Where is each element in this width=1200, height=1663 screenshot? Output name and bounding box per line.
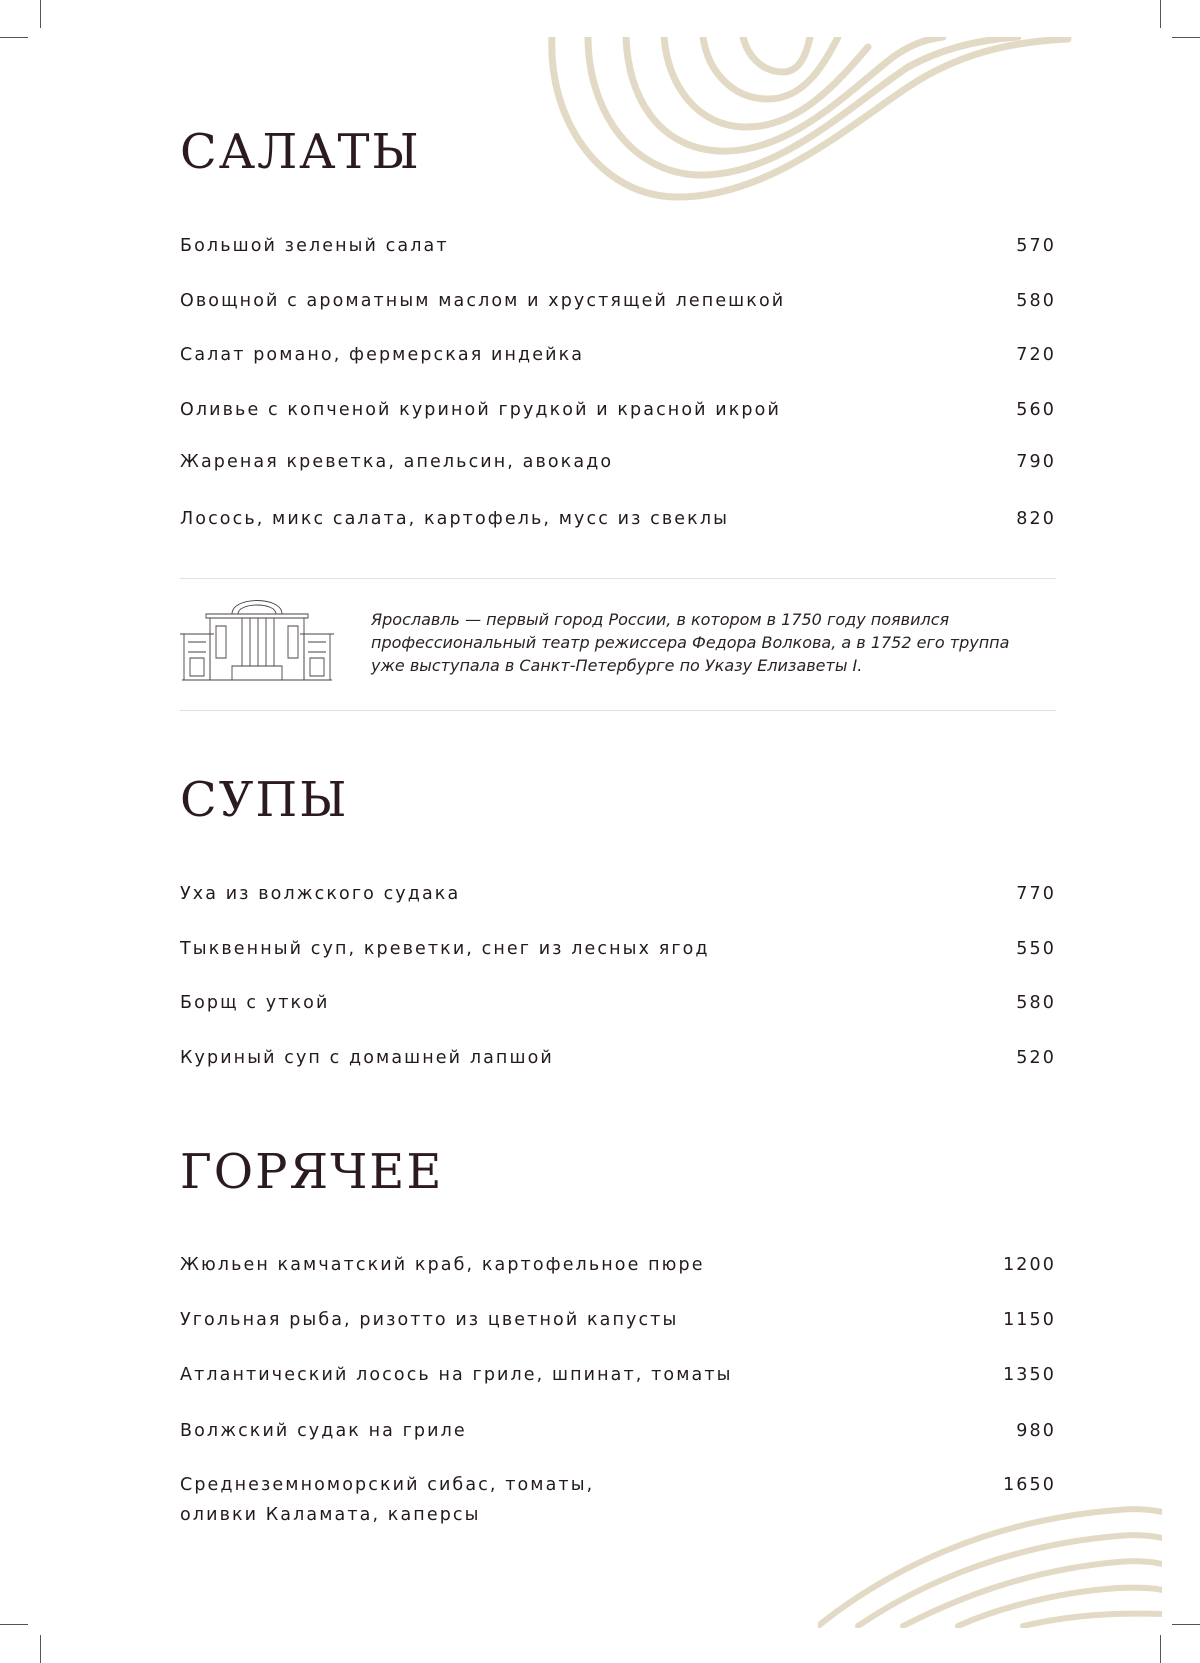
menu-item (180, 395, 1056, 425)
menu-item-name: Среднеземноморский сибас, томаты, оливки Каламата, каперсы (180, 1475, 595, 1525)
menu-item-name: Куриный суп с домашней лапшой (180, 1048, 554, 1068)
menu-item-price: 560 (1016, 400, 1056, 420)
menu-item-price: 1200 (1003, 1255, 1056, 1275)
menu-item (180, 1360, 1056, 1390)
crop-mark (0, 1624, 28, 1625)
section-title-salads: САЛАТЫ (180, 124, 421, 180)
menu-item-name: Борщ с уткой (180, 993, 330, 1013)
menu-item (180, 231, 1056, 261)
menu-item (180, 1305, 1056, 1335)
crop-mark (1172, 1624, 1200, 1625)
theatre-building-icon (180, 596, 334, 682)
menu-item-name: Угольная рыба, ризотто из цветной капусты (180, 1310, 679, 1330)
menu-item-price: 1150 (1003, 1310, 1056, 1330)
crop-mark (40, 0, 41, 28)
theatre-note: Ярославль — первый город России, в котором в 1750 году появился профессиональный театр режиссера Федора Волкова, а в 1752 его труппа уже выступала в Санкт-Петербурге по Указу Елизаветы I. (371, 610, 1010, 675)
menu-item (180, 988, 1056, 1018)
menu-item (180, 934, 1056, 964)
menu-item (180, 1470, 1056, 1530)
menu-item-price: 770 (1016, 884, 1056, 904)
menu-item-price: 1350 (1003, 1365, 1056, 1385)
menu-item-price: 980 (1016, 1421, 1056, 1441)
menu-item-name: Лосось, микс салата, картофель, мусс из свеклы (180, 509, 730, 529)
menu-item-price: 570 (1016, 236, 1056, 256)
menu-item (180, 879, 1056, 909)
section-title-soups: СУПЫ (180, 772, 349, 828)
crop-mark (1160, 1635, 1161, 1663)
decorative-swirl-top (548, 37, 1072, 205)
menu-item-price: 550 (1016, 939, 1056, 959)
menu-item-price: 820 (1016, 509, 1056, 529)
menu-item-price: 580 (1016, 291, 1056, 311)
menu-item-price: 580 (1016, 993, 1056, 1013)
menu-item-price: 1650 (1003, 1475, 1056, 1495)
menu-item (180, 1043, 1056, 1073)
menu-item-name: Жареная креветка, апельсин, авокадо (180, 452, 614, 472)
menu-item-name: Оливье с копченой куриной грудкой и красной икрой (180, 400, 781, 420)
crop-mark (1160, 0, 1161, 28)
section-title-hot: ГОРЯЧЕЕ (180, 1144, 444, 1200)
crop-mark (0, 37, 28, 38)
menu-item (180, 504, 1056, 534)
menu-item-name: Атлантический лосось на гриле, шпинат, томаты (180, 1365, 733, 1385)
crop-mark (40, 1635, 41, 1663)
menu-item-name: Жюльен камчатский краб, картофельное пюре (180, 1255, 705, 1275)
menu-item-price: 520 (1016, 1048, 1056, 1068)
divider (180, 578, 1056, 579)
menu-item (180, 1250, 1056, 1280)
menu-item-name: Волжский судак на гриле (180, 1421, 467, 1441)
menu-item (180, 447, 1056, 477)
divider (180, 710, 1056, 711)
crop-mark (1172, 37, 1200, 38)
menu-item (180, 340, 1056, 370)
menu-item-name: Большой зеленый салат (180, 236, 449, 256)
menu-item-price: 720 (1016, 345, 1056, 365)
menu-item-name: Уха из волжского судака (180, 884, 461, 904)
menu-item-name: Тыквенный суп, креветки, снег из лесных ягод (180, 939, 710, 959)
menu-item-name: Салат романо, фермерская индейка (180, 345, 585, 365)
menu-item-price: 790 (1016, 452, 1056, 472)
menu-item (180, 1416, 1056, 1446)
menu-item (180, 286, 1056, 316)
menu-item-name: Овощной с ароматным маслом и хрустящей лепешкой (180, 291, 786, 311)
